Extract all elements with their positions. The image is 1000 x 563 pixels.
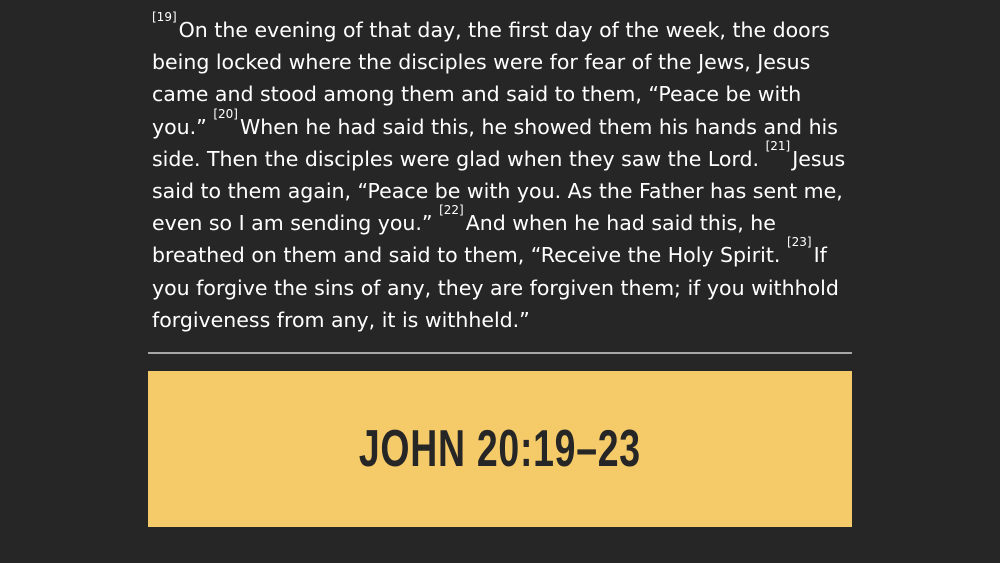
- verse-text-19: On the evening of that day, the first day of the week, the doors being locked where the disciples were for fear of the Jews, Jesus came and stood among them and said to them, “Peace be with you.”: [152, 18, 830, 139]
- verse-text-20: When he had said this, he showed them his hands and his side. Then the disciples were glad when they saw the Lord.: [152, 114, 838, 171]
- verse-text-23: If you forgive the sins of any, they are forgiven them; if you withhold forgiveness from any, it is withheld.”: [152, 243, 839, 332]
- verse-number-23: [23]: [786, 235, 812, 250]
- reference-banner: [148, 371, 852, 527]
- verse-number-20: [20]: [213, 106, 238, 121]
- verse-number-22: [22]: [439, 203, 464, 218]
- verse-number-21: [21]: [765, 138, 791, 153]
- scripture-passage: [152, 10, 852, 336]
- verse-number-19: [19]: [152, 10, 177, 24]
- verse-text-21: Jesus said to them again, “Peace be with you. As the Father has sent me, even so I am sending you.”: [152, 146, 846, 236]
- divider-line: [148, 352, 852, 354]
- scripture-reference: JOHN 20:19–23: [358, 420, 642, 478]
- verse-text-22: And when he had said this, he breathed on them and said to them, “Receive the Holy Spirit.: [152, 211, 787, 268]
